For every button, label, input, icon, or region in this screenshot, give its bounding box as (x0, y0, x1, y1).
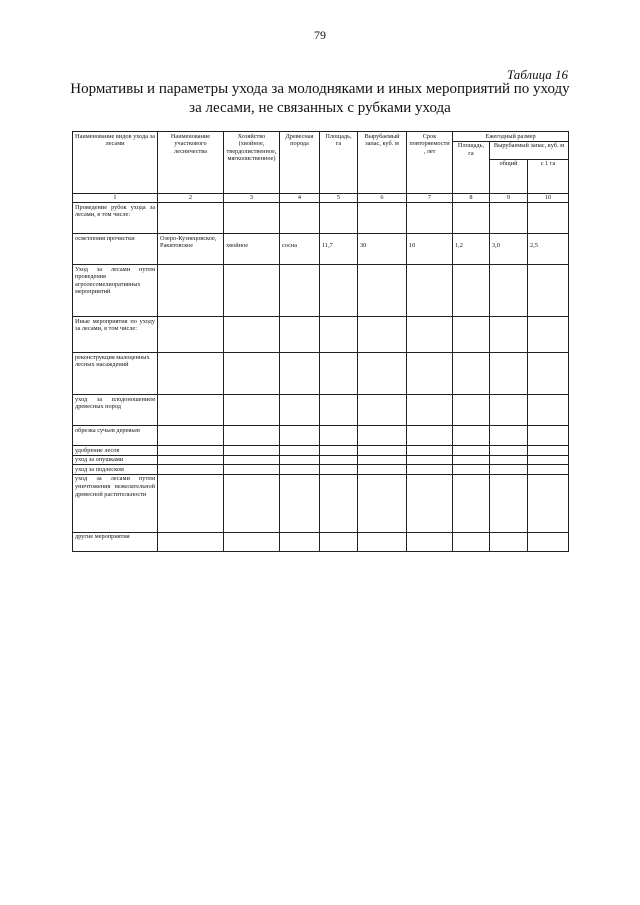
cell (224, 474, 280, 532)
cell (490, 203, 528, 234)
header-forestry-district: Наименование участкового лесничества (158, 132, 224, 194)
column-number: 9 (490, 193, 528, 203)
cell (528, 474, 569, 532)
cell (158, 474, 224, 532)
cell (280, 465, 320, 475)
cell (453, 532, 490, 551)
row-activity: уход за подлеском (73, 465, 158, 475)
row-activity: обрезка сучьев деревьев (73, 426, 158, 446)
cell (453, 203, 490, 234)
row-activity: Проведение рубок ухода за лесами, в том числе: (73, 203, 158, 234)
table-row (73, 353, 569, 395)
cell (224, 532, 280, 551)
row-activity: удобрение лесов (73, 446, 158, 456)
cell (320, 426, 358, 446)
cell (158, 465, 224, 475)
cell-repeat-period: 10 (407, 234, 453, 265)
table-row (73, 395, 569, 426)
cell (280, 317, 320, 353)
cell (320, 474, 358, 532)
cell (158, 265, 224, 317)
cell (280, 395, 320, 426)
column-number: 2 (158, 193, 224, 203)
cell (490, 353, 528, 395)
cell (528, 532, 569, 551)
cell (280, 353, 320, 395)
header-volume-total: общий (490, 159, 528, 193)
cell (158, 455, 224, 465)
cell (358, 474, 407, 532)
row-activity: уход за лесами путем уничтожения нежелательной древесной растительности (73, 474, 158, 532)
cell (407, 265, 453, 317)
header-activity-type: Наименование видов ухода за лесами (73, 132, 158, 194)
cell (320, 203, 358, 234)
header-annual-area: Площадь, га (453, 141, 490, 193)
cell (453, 353, 490, 395)
cell (224, 353, 280, 395)
cell (528, 317, 569, 353)
cell (320, 265, 358, 317)
cell (158, 203, 224, 234)
cell (358, 426, 407, 446)
cell (407, 395, 453, 426)
cell (224, 317, 280, 353)
header-area: Площадь, га (320, 132, 358, 194)
cell (453, 474, 490, 532)
cell (280, 265, 320, 317)
cell (528, 446, 569, 456)
cell (320, 465, 358, 475)
table-row (73, 465, 569, 475)
cell (528, 465, 569, 475)
table-row (73, 532, 569, 551)
cell (407, 465, 453, 475)
cell (528, 203, 569, 234)
column-number: 5 (320, 193, 358, 203)
cell (358, 353, 407, 395)
cell-volume-per-ha: 2,5 (528, 234, 569, 265)
cell (280, 532, 320, 551)
header-repeat-period: Срок повторяемости, лет (407, 132, 453, 194)
cell (453, 465, 490, 475)
cell-annual-area: 1,2 (453, 234, 490, 265)
cell (407, 455, 453, 465)
cell (320, 446, 358, 456)
cell (490, 465, 528, 475)
cell (407, 426, 453, 446)
cell (358, 446, 407, 456)
cell (528, 395, 569, 426)
header-tree-species: Древесная порода (280, 132, 320, 194)
table-row (73, 455, 569, 465)
cell (528, 455, 569, 465)
column-number: 3 (224, 193, 280, 203)
table-row (73, 203, 569, 234)
cell (280, 446, 320, 456)
cell (453, 395, 490, 426)
table-row (73, 426, 569, 446)
cell (158, 317, 224, 353)
table-label: Таблица 16 (506, 67, 568, 82)
table-row (73, 446, 569, 456)
document-title: Нормативы и параметры ухода за молодняками и иных мероприятий по уходу за лесами, не связанных с рубками ухода (70, 81, 570, 116)
cell (280, 474, 320, 532)
cell (224, 426, 280, 446)
cell (528, 353, 569, 395)
header-felled-volume: Вырубаемый запас, куб. м (358, 132, 407, 194)
cell (224, 395, 280, 426)
cell (158, 426, 224, 446)
cell-volume-total: 3,0 (490, 234, 528, 265)
cell (320, 317, 358, 353)
cell (158, 395, 224, 426)
cell (358, 395, 407, 426)
row-activity: осветления прочистки (73, 234, 158, 265)
cell (224, 203, 280, 234)
column-number: 4 (280, 193, 320, 203)
cell (407, 317, 453, 353)
cell (490, 395, 528, 426)
cell (407, 532, 453, 551)
header-economy: Хозяйство (хвойное, твердолиственное, мягколиственное) (224, 132, 280, 194)
cell (224, 455, 280, 465)
cell (320, 455, 358, 465)
cell (407, 203, 453, 234)
header-annual-volume: Вырубаемый запас, куб. м (490, 141, 569, 159)
cell (224, 265, 280, 317)
row-activity: реконструкция малоценных лесных насаждений (73, 353, 158, 395)
row-activity: уход за опушками (73, 455, 158, 465)
row-activity: уход за плодоношением древесных пород (73, 395, 158, 426)
cell (453, 317, 490, 353)
cell (490, 426, 528, 446)
cell (453, 265, 490, 317)
column-number: 1 (73, 193, 158, 203)
page-number: 79 (314, 28, 326, 42)
column-number: 6 (358, 193, 407, 203)
column-number: 8 (453, 193, 490, 203)
cell (528, 426, 569, 446)
cell-area: 11,7 (320, 234, 358, 265)
cell (490, 474, 528, 532)
cell (358, 265, 407, 317)
cell (407, 474, 453, 532)
cell (490, 455, 528, 465)
table-row (73, 265, 569, 317)
cell (280, 203, 320, 234)
cell (528, 265, 569, 317)
table-body (73, 203, 569, 552)
cell (280, 455, 320, 465)
table-row (73, 234, 569, 265)
cell (158, 446, 224, 456)
cell (358, 532, 407, 551)
cell-tree-species: сосна (280, 234, 320, 265)
cell (358, 203, 407, 234)
column-number: 10 (528, 193, 569, 203)
table-header (73, 132, 569, 203)
cell (490, 317, 528, 353)
cell (320, 532, 358, 551)
cell-economy: хвойное (224, 234, 280, 265)
cell (158, 532, 224, 551)
cell (490, 532, 528, 551)
table-row (73, 317, 569, 353)
cell (320, 353, 358, 395)
table-row (73, 474, 569, 532)
cell-forestry-district: Озеро-Кузнецовское, Ракитовское (158, 234, 224, 265)
norms-table (72, 131, 569, 552)
column-number-row (73, 193, 569, 203)
cell (407, 353, 453, 395)
cell (358, 317, 407, 353)
cell (158, 353, 224, 395)
cell (280, 426, 320, 446)
cell (224, 465, 280, 475)
cell (358, 455, 407, 465)
cell (453, 426, 490, 446)
cell (453, 446, 490, 456)
header-volume-per-ha: с 1 га (528, 159, 569, 193)
cell (490, 265, 528, 317)
cell (453, 455, 490, 465)
cell (490, 446, 528, 456)
row-activity: Уход за лесами путем проведения агролесомелиоративных мероприятий (73, 265, 158, 317)
cell (320, 395, 358, 426)
column-number: 7 (407, 193, 453, 203)
header-annual-size: Ежегодный размер (453, 132, 569, 142)
cell (224, 446, 280, 456)
row-activity: другие мероприятия (73, 532, 158, 551)
cell (358, 465, 407, 475)
row-activity: Иные мероприятия по уходу за лесами, в том числе: (73, 317, 158, 353)
cell-felled-volume: 30 (358, 234, 407, 265)
cell (407, 446, 453, 456)
